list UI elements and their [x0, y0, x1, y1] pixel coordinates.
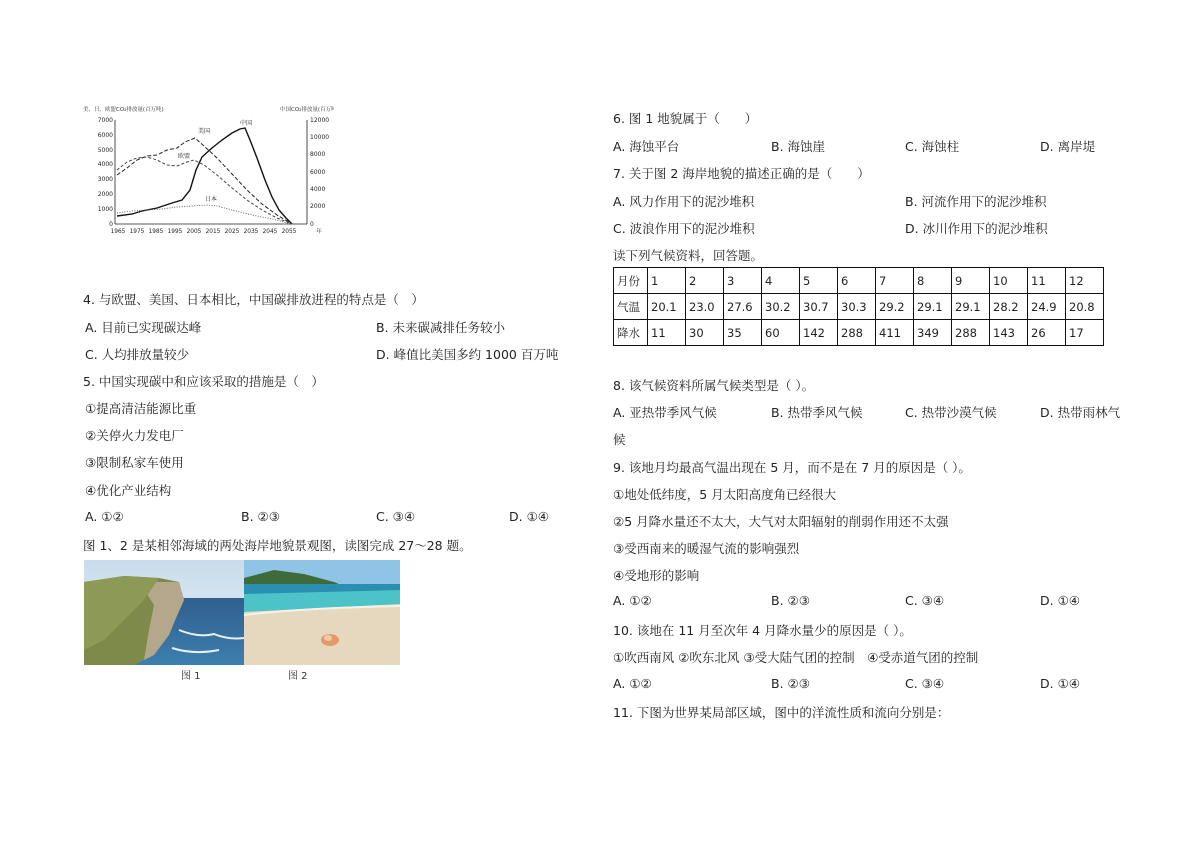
q7-option-b[interactable]: B. 河流作用下的泥沙堆积 [905, 194, 1047, 209]
left-tick: 2000 [97, 191, 113, 198]
table-cell: 17 [1066, 320, 1104, 346]
climate-intro: 读下列气候资料，回答题。 [613, 248, 764, 263]
right-tick: 2000 [310, 203, 326, 210]
q9-option-d[interactable]: D. ①④ [1040, 593, 1080, 608]
right-tick: 4000 [310, 186, 326, 193]
table-cell: 411 [876, 320, 914, 346]
left-tick: 4000 [97, 161, 113, 168]
q9-stem: 9. 该地月均最高气温出现在 5 月，而不是在 7 月的原因是（ ）。 [613, 460, 971, 475]
table-cell: 11 [1028, 268, 1066, 294]
right-tick: 8000 [310, 151, 326, 158]
x-tick: 1975 [129, 229, 145, 235]
q10-option-b[interactable]: B. ②③ [771, 676, 810, 691]
x-tick: 2025 [224, 229, 240, 235]
q7-option-d[interactable]: D. 冰川作用下的泥沙堆积 [905, 221, 1048, 236]
table-cell: 349 [914, 320, 952, 346]
x-tick: 2055 [281, 229, 297, 235]
q9-option-a[interactable]: A. ①② [613, 593, 652, 608]
table-cell: 月份 [614, 268, 648, 294]
table-cell: 27.6 [724, 294, 762, 320]
table-cell: 288 [952, 320, 990, 346]
table-cell: 30.3 [838, 294, 876, 320]
left-tick: 0 [109, 221, 113, 228]
table-cell: 2 [686, 268, 724, 294]
q5-option-d[interactable]: D. ①④ [509, 509, 549, 524]
q6-option-c[interactable]: C. 海蚀柱 [905, 139, 960, 154]
table-row-temperature [614, 294, 1104, 320]
japan-label: 日本 [205, 196, 218, 203]
q5-item-3: ③限制私家车使用 [85, 455, 184, 470]
table-cell: 23.0 [686, 294, 724, 320]
q10-option-d[interactable]: D. ①④ [1040, 676, 1080, 691]
q8-option-d-wrap: 候 [613, 432, 626, 447]
fig2-caption: 图 2 [288, 671, 308, 682]
table-cell: 288 [838, 320, 876, 346]
q9-option-b[interactable]: B. ②③ [771, 593, 810, 608]
x-tick: 1995 [167, 229, 183, 235]
table-cell: 降水 [614, 320, 648, 346]
table-cell: 30.7 [800, 294, 838, 320]
table-cell: 30.2 [762, 294, 800, 320]
x-tick: 2015 [205, 229, 221, 235]
table-cell: 气温 [614, 294, 648, 320]
table-cell: 20.1 [648, 294, 686, 320]
table-cell: 143 [990, 320, 1028, 346]
beach-photo [244, 560, 400, 665]
right-tick: 6000 [310, 169, 326, 176]
q8-option-a[interactable]: A. 亚热带季风气候 [613, 405, 717, 420]
x-tick: 2035 [243, 229, 259, 235]
table-cell: 3 [724, 268, 762, 294]
q4-option-a[interactable]: A. 目前已实现碳达峰 [85, 320, 202, 335]
q5-item-2: ②关停火力发电厂 [85, 428, 184, 443]
table-cell: 12 [1066, 268, 1104, 294]
q5-item-4: ④优化产业结构 [85, 483, 172, 498]
q9-option-c[interactable]: C. ③④ [905, 593, 945, 608]
climate-table [613, 267, 1104, 346]
q4-option-b[interactable]: B. 未来碳减排任务较小 [376, 320, 506, 335]
right-axis-label: 中国CO₂排放量(百万吨) [280, 107, 334, 113]
left-tick: 1000 [97, 206, 113, 213]
japan-line [117, 205, 292, 224]
table-cell: 7 [876, 268, 914, 294]
figures-intro: 图 1、2 是某相邻海域的两处海岸地貌景观图，读图完成 27～28 题。 [83, 538, 472, 553]
eu-label: 欧盟 [178, 153, 191, 160]
table-cell: 35 [724, 320, 762, 346]
q8-option-d[interactable]: D. 热带雨林气 [1040, 405, 1121, 420]
left-tick: 5000 [97, 147, 113, 154]
table-cell: 29.2 [876, 294, 914, 320]
right-tick: 12000 [310, 117, 330, 124]
q10-option-a[interactable]: A. ①② [613, 676, 652, 691]
q4-stem: 4. 与欧盟、美国、日本相比，中国碳排放进程的特点是（ ） [83, 292, 424, 307]
table-cell: 142 [800, 320, 838, 346]
q7-option-a[interactable]: A. 风力作用下的泥沙堆积 [613, 194, 755, 209]
left-tick: 7000 [97, 117, 113, 124]
q5-option-a[interactable]: A. ①② [85, 509, 124, 524]
table-cell: 10 [990, 268, 1028, 294]
table-cell: 6 [838, 268, 876, 294]
q5-option-b[interactable]: B. ②③ [241, 509, 280, 524]
q7-option-c[interactable]: C. 波浪作用下的泥沙堆积 [613, 221, 755, 236]
emissions-chart [82, 100, 334, 242]
table-cell: 60 [762, 320, 800, 346]
table-cell: 26 [1028, 320, 1066, 346]
q10-option-c[interactable]: C. ③④ [905, 676, 945, 691]
q7-stem: 7. 关于图 2 海岸地貌的描述正确的是（ ） [613, 166, 870, 181]
x-tick: 2005 [186, 229, 202, 235]
table-cell: 29.1 [952, 294, 990, 320]
emissions-chart-svg [82, 100, 334, 242]
q9-item-2: ②5 月降水量还不太大，大气对太阳辐射的削弱作用还不太强 [613, 514, 949, 529]
right-tick-labels [310, 117, 329, 228]
x-tick: 2045 [262, 229, 278, 235]
table-cell: 20.8 [1066, 294, 1104, 320]
right-tick: 0 [310, 221, 314, 228]
q5-item-1: ①提高清洁能源比重 [85, 401, 197, 416]
q9-item-4: ④受地形的影响 [613, 568, 700, 583]
sea-cliff-photo [84, 560, 244, 665]
table-cell: 5 [800, 268, 838, 294]
q5-stem: 5. 中国实现碳中和应该采取的措施是（ ） [83, 374, 324, 389]
left-tick: 3000 [97, 176, 113, 183]
table-cell: 28.2 [990, 294, 1028, 320]
left-axis-label: 美、日、欧盟CO₂排放量(百万吨) [83, 107, 164, 113]
fig1-caption: 图 1 [181, 671, 201, 682]
q10-stem: 10. 该地在 11 月至次年 4 月降水量少的原因是（ ）。 [613, 623, 912, 638]
left-tick-labels [98, 117, 113, 228]
q6-stem: 6. 图 1 地貌属于（ ） [613, 111, 758, 126]
china-line [117, 128, 292, 224]
q5-option-c[interactable]: C. ③④ [376, 509, 416, 524]
table-cell: 9 [952, 268, 990, 294]
usa-label: 美国 [198, 128, 211, 135]
q11-stem: 11. 下图为世界某局部区域，图中的洋流性质和流向分别是： [613, 705, 950, 720]
table-cell: 24.9 [1028, 294, 1066, 320]
q8-stem: 8. 该气候资料所属气候类型是（ ）。 [613, 378, 815, 393]
q10-items: ①吹西南风 ②吹东北风 ③受大陆气团的控制 ④受赤道气团的控制 [613, 650, 979, 665]
table-cell: 1 [648, 268, 686, 294]
table-cell: 8 [914, 268, 952, 294]
q8-option-b[interactable]: B. 热带季风气候 [771, 405, 863, 420]
q4-option-c[interactable]: C. 人均排放量较少 [85, 347, 190, 362]
table-cell: 30 [686, 320, 724, 346]
x-tick-labels [111, 227, 322, 235]
right-tick: 10000 [310, 134, 330, 141]
table-row-month [614, 268, 1104, 294]
beach-image [244, 560, 400, 665]
table-cell: 11 [648, 320, 686, 346]
left-tick: 6000 [97, 132, 113, 139]
table-cell: 4 [762, 268, 800, 294]
x-unit: 年 [316, 229, 322, 235]
q9-item-1: ①地处低纬度，5 月太阳高度角已经很大 [613, 487, 837, 502]
q6-option-b[interactable]: B. 海蚀崖 [771, 139, 826, 154]
table-row-precipitation [614, 320, 1104, 346]
q6-option-a[interactable]: A. 海蚀平台 [613, 139, 680, 154]
q6-option-d[interactable]: D. 离岸堤 [1040, 139, 1096, 154]
x-tick: 1985 [148, 229, 164, 235]
q8-option-c[interactable]: C. 热带沙漠气候 [905, 405, 997, 420]
q4-option-d[interactable]: D. 峰值比美国多约 1000 百万吨 [376, 347, 559, 362]
table-cell: 29.1 [914, 294, 952, 320]
china-label: 中国 [240, 120, 253, 127]
q9-item-3: ③受西南来的暖湿气流的影响强烈 [613, 541, 800, 556]
eu-line [117, 157, 292, 224]
sea-cliff-image [84, 560, 244, 665]
x-tick: 1965 [110, 229, 126, 235]
